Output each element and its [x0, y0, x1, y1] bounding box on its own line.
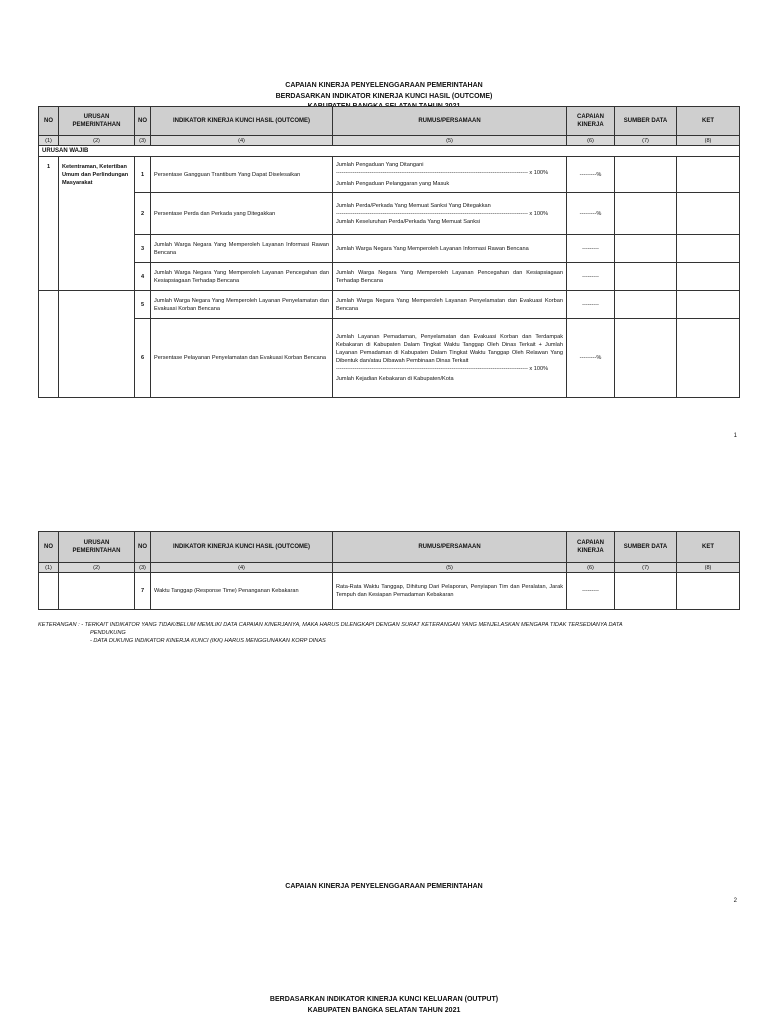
col-num: (1) — [39, 136, 59, 146]
row-no: 3 — [135, 235, 151, 263]
rumus-numerator: Jumlah Layanan Pemadaman, Penyelamatan dan Evakuasi Korban dan Terdampak Kebakaran di Kabupaten Dalam Tingkat Waktu Tanggap Oleh Dinas Terkait + Jumlah Layanan Pemadaman di Kabupaten Dalam Tingkat Waktu Tanggap Oleh Relawan Yang Dibentuk dan/atau Dibawah Pembinaan Dinas Terkait — [336, 334, 563, 364]
row-capaian: --------- — [567, 291, 615, 319]
row-sumber — [615, 235, 677, 263]
row-indikator: Waktu Tanggap (Response Time) Penanganan Kebakaran — [151, 573, 333, 610]
table-row — [39, 263, 740, 291]
header-no: NO — [39, 107, 59, 136]
group-urusan-empty — [59, 291, 135, 398]
row-ket — [677, 291, 740, 319]
row-no: 4 — [135, 263, 151, 291]
table-row — [39, 291, 740, 319]
col-num: (3) — [135, 563, 151, 573]
col-num: (5) — [333, 563, 567, 573]
row-sumber — [615, 319, 677, 398]
row-capaian: ---------% — [567, 157, 615, 193]
group-urusan: Ketentraman, Ketertiban Umum dan Perlindungan Masyarakat — [59, 157, 135, 291]
row-capaian: --------- — [567, 263, 615, 291]
header-indikator: INDIKATOR KINERJA KUNCI HASIL (OUTCOME) — [151, 532, 333, 563]
header-capaian: CAPAIAN KINERJA — [567, 532, 615, 563]
rumus-numerator: Jumlah Pengaduan Yang Ditangani — [336, 162, 424, 168]
header-rumus: RUMUS/PERSAMAAN — [333, 532, 567, 563]
header-capaian: CAPAIAN KINERJA — [567, 107, 615, 136]
col-num: (3) — [135, 136, 151, 146]
row-indikator: Persentase Perda dan Perkada yang Ditegakkan — [151, 193, 333, 235]
header-no2: NO — [135, 532, 151, 563]
table-row — [39, 157, 740, 193]
keterangan-line-2: - DATA DUKUNG INDIKATOR KINERJA KUNCI (IKK) HARUS MENGGUNAKAN KORP DINAS — [90, 638, 326, 644]
row-capaian: ---------% — [567, 193, 615, 235]
header-sumber: SUMBER DATA — [615, 532, 677, 563]
header-no2: NO — [135, 107, 151, 136]
row-sumber — [615, 573, 677, 610]
group-no: 1 — [39, 157, 59, 291]
row-ket — [677, 157, 740, 193]
group-no-empty — [39, 291, 59, 398]
table-row — [39, 319, 740, 398]
row-sumber — [615, 263, 677, 291]
row-capaian: --------- — [567, 573, 615, 610]
header-sumber: SUMBER DATA — [615, 107, 677, 136]
column-number-row — [39, 136, 740, 146]
kinerja-table-1 — [38, 106, 740, 398]
row-sumber — [615, 193, 677, 235]
row-rumus: Rata-Rata Waktu Tanggap, Dihitung Dari Pelaporan, Penyiapan Tim dan Peralatan, Jarak Tempuh dan Kesiapan Pemadaman Kebakaran — [333, 573, 567, 610]
row-rumus — [333, 319, 567, 398]
row-indikator: Jumlah Warga Negara Yang Memperoleh Layanan Penyelamatan dan Evakuasi Korban Bencana — [151, 291, 333, 319]
row-rumus — [333, 193, 567, 235]
row-no: 1 — [135, 157, 151, 193]
col-num: (6) — [567, 136, 615, 146]
table-row — [39, 193, 740, 235]
col-num: (4) — [151, 136, 333, 146]
title-line-1: BERDASARKAN INDIKATOR KINERJA KUNCI KELUARAN (OUTPUT) — [269, 996, 499, 1003]
col-num: (2) — [59, 136, 135, 146]
row-no: 2 — [135, 193, 151, 235]
row-ket — [677, 573, 740, 610]
rumus-fraction-line: ------------------------------------------------------------------------------------------------------- x 100% — [336, 170, 549, 176]
header-no: NO — [39, 532, 59, 563]
row-rumus: Jumlah Warga Negara Yang Memperoleh Layanan Penyelamatan dan Evakuasi Korban Bencana — [333, 291, 567, 319]
section-row — [39, 146, 740, 157]
rumus-denominator: Jumlah Pengaduan Pelanggaran yang Masuk — [336, 181, 450, 187]
col-num: (7) — [615, 563, 677, 573]
column-number-row — [39, 563, 740, 573]
page-number-1: 1 — [733, 433, 737, 439]
header-ket: KET — [677, 532, 740, 563]
header-urusan: URUSAN PEMERINTAHAN — [59, 107, 135, 136]
row-capaian: ---------% — [567, 319, 615, 398]
row-sumber — [615, 291, 677, 319]
page2-title: CAPAIAN KINERJA PENYELENGGARAAN PEMERINTAHAN — [285, 883, 483, 890]
title-line-2: KABUPATEN BANGKA SELATAN TAHUN 2021 — [307, 1006, 461, 1014]
rumus-denominator: Jumlah Keseluruhan Perda/Perkada Yang Memuat Sanksi — [336, 218, 481, 225]
row-indikator: Persentase Pelayanan Penyelamatan dan Evakuasi Korban Bencana — [151, 319, 333, 398]
title-line-2: BERDASARKAN INDIKATOR KINERJA KUNCI HASIL (OUTCOME) — [275, 92, 493, 100]
row-no-empty — [39, 573, 59, 610]
col-num: (4) — [151, 563, 333, 573]
rumus-fraction-line: ------------------------------------------------------------------------------------------------------- x 100% — [336, 210, 549, 217]
table-row — [39, 573, 740, 610]
keterangan-line-1-cont: PENDUKUNG — [90, 630, 126, 636]
rumus-denominator: Jumlah Kejadian Kebakaran di Kabupaten/Kota — [336, 376, 454, 382]
col-num: (7) — [615, 136, 677, 146]
keterangan-note — [38, 621, 623, 645]
rumus-fraction-line: ------------------------------------------------------------------------------------------------------- x 100% — [336, 366, 549, 372]
row-capaian: --------- — [567, 235, 615, 263]
title-line-1: CAPAIAN KINERJA PENYELENGGARAAN PEMERINTAHAN — [285, 82, 483, 89]
header-rumus: RUMUS/PERSAMAAN — [333, 107, 567, 136]
row-ket — [677, 319, 740, 398]
row-rumus: Jumlah Warga Negara Yang Memperoleh Layanan Informasi Rawan Bencana — [333, 235, 567, 263]
row-ket — [677, 193, 740, 235]
col-num: (2) — [59, 563, 135, 573]
row-ket — [677, 235, 740, 263]
row-rumus — [333, 157, 567, 193]
col-num: (8) — [677, 563, 740, 573]
section-label: URUSAN WAJIB — [39, 146, 740, 157]
col-num: (6) — [567, 563, 615, 573]
keterangan-line-1: KETERANGAN : - TERKAIT INDIKATOR YANG TIDAK/BELUM MEMILIKI DATA CAPAIAN KINERJANYA, MAKA HARUS DILENGKAPI DENGAN SURAT KETERANGAN YANG MENJELASKAN MENGAPA TIDAK TERSEDIANYA DATA — [38, 622, 623, 628]
row-indikator: Jumlah Warga Negara Yang Memperoleh Layanan Pencegahan dan Kesiapsiagaan Terhadap Bencana — [151, 263, 333, 291]
table-row — [39, 235, 740, 263]
row-no: 7 — [135, 573, 151, 610]
kinerja-table-2 — [38, 531, 740, 610]
col-num: (5) — [333, 136, 567, 146]
row-indikator: Persentase Gangguan Trantibum Yang Dapat Diselesaikan — [151, 157, 333, 193]
header-indikator: INDIKATOR KINERJA KUNCI HASIL (OUTCOME) — [151, 107, 333, 136]
col-num: (1) — [39, 563, 59, 573]
page-number-2: 2 — [733, 898, 737, 904]
row-urusan-empty — [59, 573, 135, 610]
rumus-numerator: Jumlah Perda/Perkada Yang Memuat Sanksi Yang Ditegakkan — [336, 202, 491, 209]
row-no: 5 — [135, 291, 151, 319]
row-sumber — [615, 157, 677, 193]
header-ket: KET — [677, 107, 740, 136]
row-indikator: Jumlah Warga Negara Yang Memperoleh Layanan Informasi Rawan Bencana — [151, 235, 333, 263]
row-ket — [677, 263, 740, 291]
row-rumus: Jumlah Warga Negara Yang Memperoleh Layanan Pencegahan dan Kesiapsiagaan Terhadap Bencana — [333, 263, 567, 291]
header-urusan: URUSAN PEMERINTAHAN — [59, 532, 135, 563]
page3-title — [0, 995, 768, 1016]
row-no: 6 — [135, 319, 151, 398]
col-num: (8) — [677, 136, 740, 146]
